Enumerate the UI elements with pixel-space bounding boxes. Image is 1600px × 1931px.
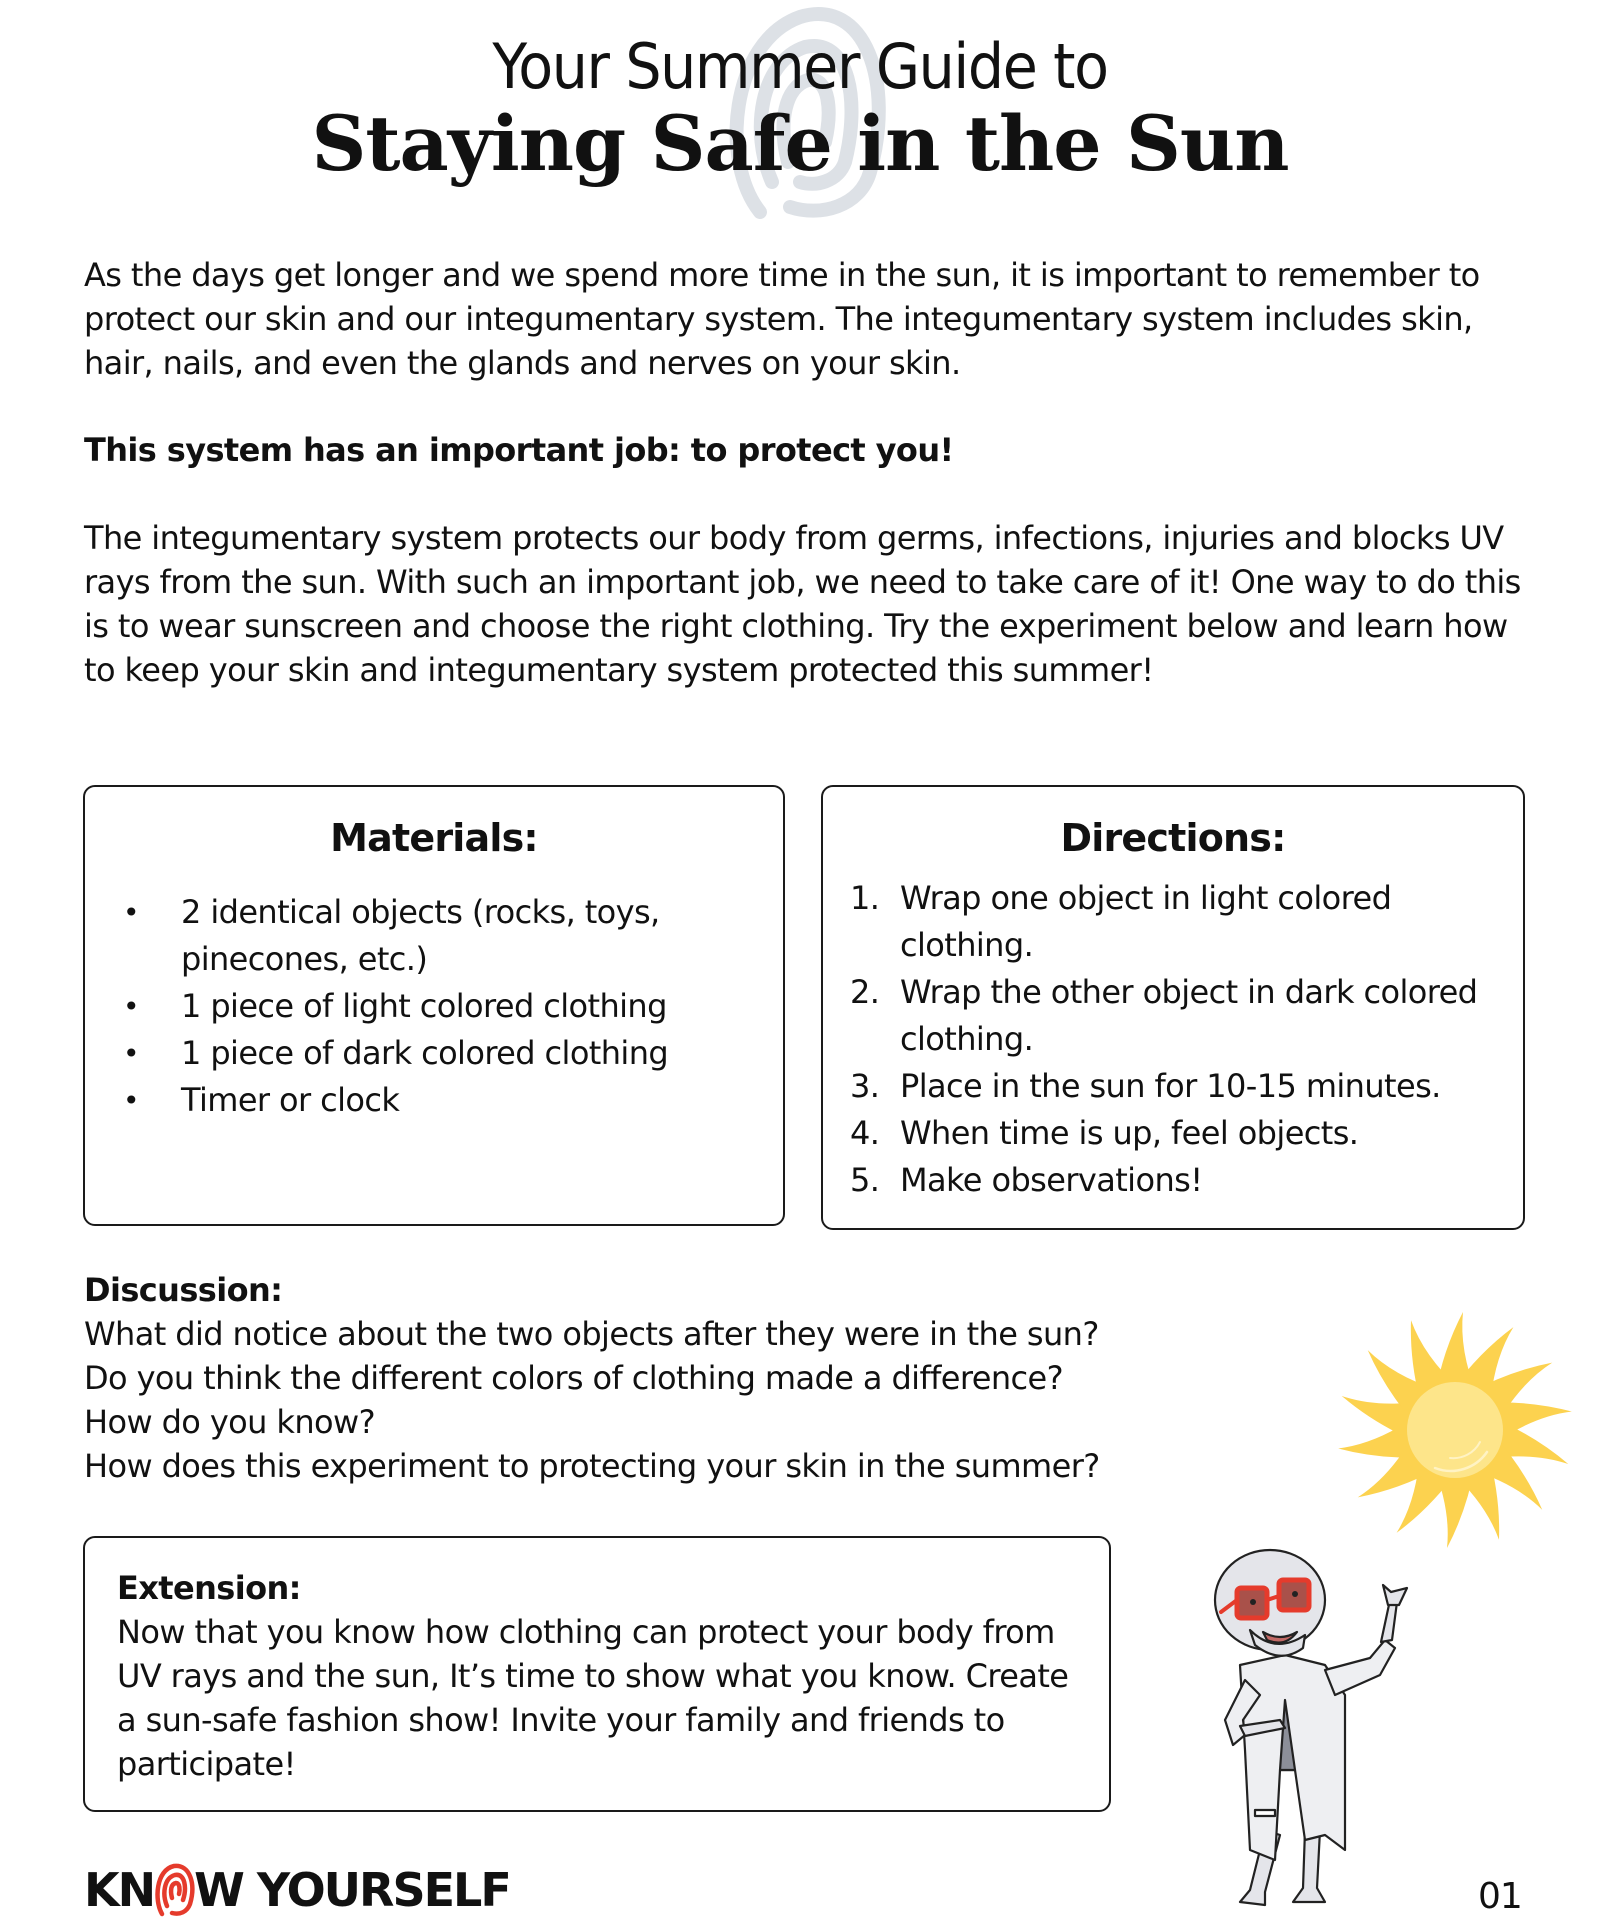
- extension-box: [83, 1536, 1111, 1812]
- logo-text-right: W YOURSELF: [194, 1863, 510, 1917]
- skeleton-mascot-illustration: [1185, 1530, 1435, 1920]
- direction-step: 3. Place in the sun for 10-15 minutes.: [850, 1067, 1441, 1105]
- materials-list-item: • 1 piece of light colored clothing: [181, 983, 783, 1030]
- bullet-icon: •: [123, 1084, 139, 1117]
- discussion-question: How does this experiment to protecting your skin in the summer?: [84, 1447, 1100, 1485]
- fingerprint-logo-icon: [152, 1862, 196, 1918]
- direction-step: 2. Wrap the other object in dark colored clothing.: [850, 973, 1478, 1058]
- logo-text-left: KN: [84, 1863, 155, 1917]
- discussion-section: [84, 1268, 1234, 1488]
- materials-list-item: • Timer or clock: [181, 1077, 783, 1124]
- materials-title: Materials:: [330, 816, 538, 860]
- know-yourself-logo: [84, 1863, 510, 1917]
- materials-list: [85, 889, 783, 1124]
- extension-text: Now that you know how clothing can protect your body from UV rays and the sun, It’s time to show what you know. Create a sun-safe fashion show! Invite your family and friends to participate!: [117, 1613, 1069, 1783]
- sun-icon: [1330, 1305, 1580, 1555]
- discussion-heading: Discussion:: [84, 1271, 283, 1309]
- discussion-question: How do you know?: [84, 1403, 375, 1441]
- bullet-icon: •: [123, 1037, 139, 1070]
- direction-step: 4. When time is up, feel objects.: [850, 1114, 1359, 1152]
- intro-paragraph-2: The integumentary system protects our body from germs, infections, injuries and blocks UV rays from the sun. With such an important job, we need to take care of it! One way to do this is to wear sunscreen and choose the right clothing. Try the experiment below and learn how to keep your skin and integumentary system protected this summer!: [84, 519, 1521, 689]
- title-line-1: Your Summer Guide to: [492, 30, 1108, 103]
- directions-box: [821, 785, 1525, 1230]
- direction-step: 1. Wrap one object in light colored clothing.: [850, 879, 1392, 964]
- discussion-question: Do you think the different colors of clothing made a difference?: [84, 1359, 1063, 1397]
- bullet-icon: •: [123, 896, 139, 929]
- directions-title: Directions:: [1060, 816, 1286, 860]
- page-number: 01: [1478, 1876, 1522, 1917]
- discussion-question: What did notice about the two objects after they were in the sun?: [84, 1315, 1099, 1353]
- materials-list-item: • 1 piece of dark colored clothing: [181, 1030, 783, 1077]
- direction-step: 5. Make observations!: [850, 1161, 1203, 1199]
- page-header: [0, 30, 1600, 188]
- materials-box: [83, 785, 785, 1226]
- directions-list: [823, 875, 1523, 1204]
- page-title: Staying Safe in the Sun: [311, 99, 1289, 188]
- intro-bold-statement: This system has an important job: to protect you!: [84, 431, 954, 469]
- intro-paragraph-1: As the days get longer and we spend more time in the sun, it is important to remember to protect our skin and our integumentary system. The integumentary system includes skin, hair, nails, and even the glands and nerves on your skin.: [84, 256, 1480, 382]
- bullet-icon: •: [123, 990, 139, 1023]
- extension-heading: Extension:: [117, 1569, 301, 1607]
- materials-list-item: • 2 identical objects (rocks, toys, pinecones, etc.): [181, 889, 783, 983]
